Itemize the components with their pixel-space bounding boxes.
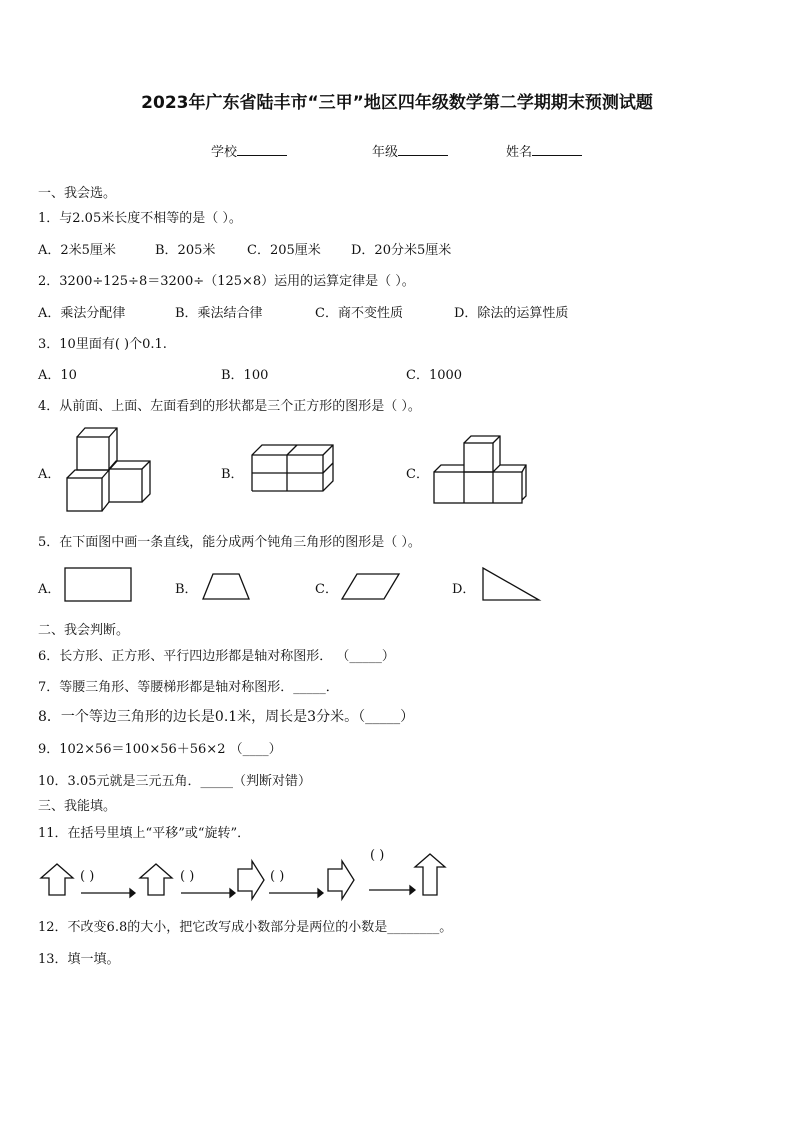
q11-up-arrow-2 [137, 862, 175, 898]
q4-cube-figure-a [62, 426, 156, 514]
q5-option-d[interactable]: D． [452, 582, 476, 597]
question-2: 2．3200÷125÷8＝3200÷（125×8）运用的运算定律是（ ）。 [38, 274, 415, 289]
school-field [211, 141, 287, 160]
section-3-heading: 三、我能填。 [38, 799, 117, 814]
page-title: 2023年广东省陆丰市“三甲”地区四年级数学第二学期期末预测试题 [141, 93, 653, 113]
q11-right-arrow-1 [236, 859, 266, 901]
section-1-heading: 一、我会选。 [38, 186, 117, 201]
grade-label: 年级 [372, 145, 399, 160]
q2-option-c[interactable]: C．商不变性质 [315, 306, 403, 321]
question-11: 11．在括号里填上“平移”或“旋转”． [38, 826, 251, 841]
name-blank[interactable] [532, 142, 582, 156]
school-label: 学校 [211, 145, 238, 160]
q4-option-a[interactable]: A． [38, 467, 61, 482]
q2-option-d[interactable]: D．除法的运算性质 [454, 306, 569, 321]
name-field [506, 141, 582, 160]
question-4: 4．从前面、上面、左面看到的形状都是三个正方形的图形是（ ）。 [38, 399, 421, 414]
q11-up-arrow-3 [412, 852, 448, 898]
q3-option-b[interactable]: B．100 [221, 368, 269, 383]
q11-arrow-line-3 [268, 888, 324, 898]
school-blank[interactable] [237, 142, 287, 156]
grade-blank[interactable] [398, 142, 448, 156]
question-12: 12．不改变6.8的大小，把它改写成小数部分是两位的小数是________。 [38, 920, 453, 935]
q1-option-b[interactable]: B．205米 [155, 243, 216, 258]
q5-rectangle-shape [62, 566, 134, 604]
q3-option-c[interactable]: C．1000 [406, 368, 463, 383]
q5-option-c[interactable]: C． [315, 582, 338, 597]
name-label: 姓名 [506, 145, 533, 160]
q5-right-triangle-shape [480, 566, 542, 604]
grade-field [372, 141, 448, 160]
question-7: 7．等腰三角形、等腰梯形都是轴对称图形．_____． [38, 680, 339, 695]
q1-option-a[interactable]: A．2米5厘米 [38, 243, 116, 258]
q11-paren-2[interactable]: ( ) [180, 869, 195, 884]
q11-right-arrow-2 [326, 859, 356, 901]
q2-option-a[interactable]: A．乘法分配律 [38, 306, 126, 321]
question-8: 8．一个等边三角形的边长是0.1米，周长是3分米。（_____） [38, 709, 415, 725]
question-10: 10．3.05元就是三元五角．_____（判断对错） [38, 774, 311, 789]
q4-option-b[interactable]: B． [221, 467, 244, 482]
q11-paren-4[interactable]: ( ) [370, 848, 385, 863]
q4-cube-figure-b [248, 443, 338, 495]
q11-arrow-line-1 [80, 888, 136, 898]
q5-parallelogram-shape [340, 572, 402, 602]
q5-option-a[interactable]: A． [38, 582, 61, 597]
question-6: 6．长方形、正方形、平行四边形都是轴对称图形． （_____） [38, 649, 395, 664]
q3-option-a[interactable]: A．10 [38, 368, 77, 383]
q5-option-b[interactable]: B． [175, 582, 198, 597]
q4-option-c[interactable]: C． [406, 467, 429, 482]
section-2-heading: 二、我会判断。 [38, 623, 130, 638]
q5-trapezoid-shape [200, 572, 252, 602]
question-3: 3．10里面有( )个0.1. [38, 337, 167, 352]
q11-arrow-line-2 [180, 888, 236, 898]
q2-option-b[interactable]: B．乘法结合律 [175, 306, 263, 321]
q11-up-arrow-1 [38, 862, 76, 898]
question-13: 13．填一填。 [38, 952, 120, 967]
q11-paren-1[interactable]: ( ) [80, 869, 95, 884]
q1-option-d[interactable]: D．20分米5厘米 [351, 243, 452, 258]
q1-option-c[interactable]: C．205厘米 [247, 243, 321, 258]
q11-paren-3[interactable]: ( ) [270, 869, 285, 884]
question-9: 9．102×56＝100×56＋56×2 （____） [38, 742, 282, 757]
question-5: 5．在下面图中画一条直线，能分成两个钝角三角形的图形是（ ）。 [38, 535, 421, 550]
q4-cube-figure-c [430, 434, 530, 506]
question-1: 1．与2.05米长度不相等的是（ ）。 [38, 211, 242, 226]
q11-arrow-line-4 [368, 885, 416, 895]
